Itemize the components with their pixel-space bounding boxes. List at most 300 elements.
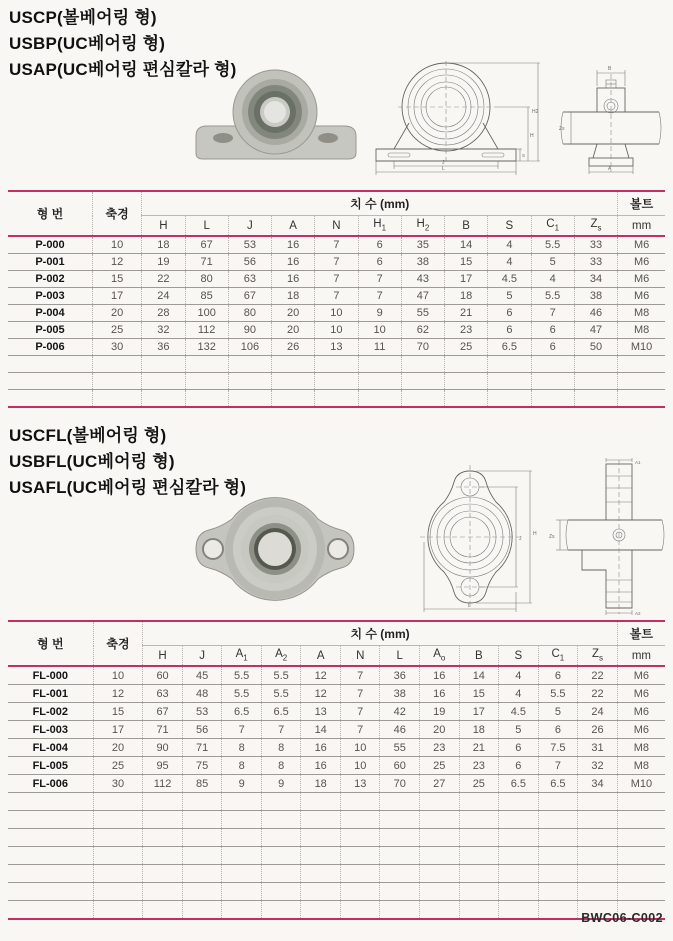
model-cell: FL-002 [32, 705, 69, 718]
empty-cell [459, 883, 499, 901]
value-cell: 4 [488, 254, 531, 271]
empty-cell [301, 883, 341, 901]
empty-cell [618, 356, 665, 373]
value-cell: 85 [185, 288, 228, 305]
value-cell: 25 [445, 339, 488, 356]
value-cell: 4 [499, 666, 539, 685]
model-cell: FL-000 [32, 669, 69, 682]
value-cell: 48 [182, 685, 222, 703]
value-cell: 6.5 [261, 703, 301, 721]
value-cell: 10 [315, 322, 358, 339]
value-cell: 36 [380, 666, 420, 685]
empty-cell [459, 865, 499, 883]
value-cell: 16 [301, 757, 341, 775]
empty-cell [499, 847, 539, 865]
value-cell: 13 [315, 339, 358, 356]
value-cell: 132 [185, 339, 228, 356]
empty-cell [538, 901, 578, 920]
value-cell: 18 [445, 288, 488, 305]
empty-cell [8, 829, 93, 847]
value-cell: 18 [272, 288, 315, 305]
value-cell: 26 [578, 721, 618, 739]
dim-label-a2: A2 [635, 611, 641, 616]
dim-header: $Z_s$ [574, 216, 617, 237]
empty-cell [93, 793, 143, 811]
empty-cell [301, 865, 341, 883]
empty-cell [301, 811, 341, 829]
empty-cell [143, 811, 183, 829]
dim-header: S [488, 216, 531, 237]
value-cell: 34 [578, 775, 618, 793]
dim-label-l: L [468, 603, 471, 609]
value-cell: 25 [459, 775, 499, 793]
table-row [8, 703, 665, 721]
value-cell: 6 [538, 721, 578, 739]
empty-cell [499, 829, 539, 847]
value-cell: 62 [401, 322, 444, 339]
value-cell: 21 [459, 739, 499, 757]
empty-cell [182, 901, 222, 920]
empty-cell [301, 829, 341, 847]
value-cell: 17 [93, 721, 143, 739]
empty-cell [401, 356, 444, 373]
empty-cell [358, 390, 401, 408]
value-cell: 5.5 [261, 666, 301, 685]
value-cell: 8 [261, 739, 301, 757]
value-cell: 12 [93, 685, 143, 703]
product-title: USAP(UC베어링 편심칼라 형) [9, 60, 237, 79]
value-cell: 6 [531, 339, 574, 356]
dim-header: $A_2$ [261, 646, 301, 667]
empty-cell [272, 373, 315, 390]
empty-cell [538, 865, 578, 883]
value-cell: 25 [420, 757, 460, 775]
value-cell: M10 [617, 775, 665, 793]
dim-header: S [499, 646, 539, 667]
value-cell: 5 [538, 703, 578, 721]
empty-cell [420, 847, 460, 865]
empty-cell [459, 829, 499, 847]
value-cell: M6 [617, 703, 665, 721]
value-cell: 25 [93, 757, 143, 775]
empty-cell [92, 373, 141, 390]
value-cell: 47 [574, 322, 617, 339]
empty-cell [182, 793, 222, 811]
value-cell: 38 [380, 685, 420, 703]
value-cell: 47 [401, 288, 444, 305]
value-cell: 12 [301, 685, 341, 703]
empty-cell [182, 883, 222, 901]
dim-label-zs: Zs [559, 126, 565, 132]
empty-cell [531, 390, 574, 408]
value-cell: 11 [358, 339, 401, 356]
empty-cell [93, 811, 143, 829]
empty-cell [538, 883, 578, 901]
value-cell: 5 [499, 721, 539, 739]
empty-cell [143, 847, 183, 865]
table-row [8, 288, 665, 305]
empty-cell [228, 390, 271, 408]
value-cell: 5.5 [222, 666, 262, 685]
empty-cell [315, 356, 358, 373]
empty-cell [578, 811, 618, 829]
empty-row [8, 901, 665, 920]
bolt-column-header: 볼트 [618, 191, 665, 216]
value-cell: 60 [143, 666, 183, 685]
dim-header: J [228, 216, 271, 237]
empty-cell [143, 883, 183, 901]
dim-label-s: S [522, 153, 526, 158]
table-row [8, 271, 665, 288]
dim-header: $Z_s$ [578, 646, 618, 667]
value-cell: 5 [531, 254, 574, 271]
value-cell: 20 [93, 739, 143, 757]
empty-cell [499, 865, 539, 883]
value-cell: 10 [340, 757, 380, 775]
empty-cell [618, 390, 665, 408]
empty-cell [538, 829, 578, 847]
empty-cell [8, 356, 92, 373]
dim-header: $A_1$ [222, 646, 262, 667]
value-cell: 5.5 [538, 685, 578, 703]
value-cell: 70 [380, 775, 420, 793]
value-cell: 8 [261, 757, 301, 775]
value-cell: M6 [618, 271, 665, 288]
value-cell: 18 [142, 236, 185, 254]
empty-cell [228, 373, 271, 390]
dim-header: B [445, 216, 488, 237]
value-cell: 10 [340, 739, 380, 757]
value-cell: M8 [618, 305, 665, 322]
empty-row [8, 811, 665, 829]
empty-cell [617, 829, 665, 847]
empty-cell [538, 811, 578, 829]
value-cell: 6 [488, 322, 531, 339]
empty-row [8, 356, 665, 373]
value-cell: 15 [459, 685, 499, 703]
value-cell: 15 [92, 271, 141, 288]
empty-cell [578, 793, 618, 811]
empty-cell [445, 390, 488, 408]
value-cell: 6 [499, 739, 539, 757]
value-cell: 56 [182, 721, 222, 739]
value-cell: 5.5 [261, 685, 301, 703]
value-cell: 26 [272, 339, 315, 356]
value-cell: 14 [459, 666, 499, 685]
empty-cell [617, 883, 665, 901]
dim-label-l: L [442, 166, 445, 172]
value-cell: 23 [420, 739, 460, 757]
empty-cell [185, 356, 228, 373]
value-cell: 24 [142, 288, 185, 305]
bolt-unit-header: mm [618, 216, 665, 237]
model-column-header: 형 번 [36, 207, 64, 221]
value-cell: 46 [380, 721, 420, 739]
empty-cell [499, 883, 539, 901]
table-row [8, 236, 665, 254]
value-cell: 55 [401, 305, 444, 322]
value-cell: 30 [93, 775, 143, 793]
value-cell: 10 [315, 305, 358, 322]
value-cell: 7 [222, 721, 262, 739]
value-cell: 5.5 [531, 288, 574, 305]
value-cell: 22 [578, 685, 618, 703]
empty-cell [8, 811, 93, 829]
empty-cell [340, 829, 380, 847]
value-cell: 27 [420, 775, 460, 793]
empty-cell [8, 373, 92, 390]
dimensions-group-header: 치 수 (mm) [142, 191, 618, 216]
value-cell: 7 [340, 685, 380, 703]
empty-cell [143, 793, 183, 811]
empty-cell [574, 373, 617, 390]
document-code: BWC06-C002 [581, 911, 663, 925]
value-cell: 38 [401, 254, 444, 271]
empty-cell [488, 390, 531, 408]
value-cell: 106 [228, 339, 271, 356]
flange-side-drawing [548, 458, 670, 616]
table-header-row [8, 621, 665, 646]
value-cell: 16 [272, 271, 315, 288]
value-cell: M6 [618, 254, 665, 271]
empty-cell [222, 811, 262, 829]
empty-cell [93, 847, 143, 865]
value-cell: 22 [142, 271, 185, 288]
empty-cell [459, 847, 499, 865]
value-cell: 7 [261, 721, 301, 739]
value-cell: 9 [222, 775, 262, 793]
value-cell: 14 [301, 721, 341, 739]
empty-cell [222, 865, 262, 883]
empty-row [8, 373, 665, 390]
empty-cell [315, 373, 358, 390]
empty-row [8, 865, 665, 883]
value-cell: 4.5 [499, 703, 539, 721]
product-title: USCFL(볼베어링 형) [9, 426, 167, 445]
empty-cell [261, 883, 301, 901]
model-cell: P-000 [35, 239, 65, 251]
value-cell: 20 [92, 305, 141, 322]
product-title: USBP(UC베어링 형) [9, 34, 166, 53]
table-row [8, 666, 665, 685]
value-cell: 20 [272, 322, 315, 339]
empty-cell [143, 829, 183, 847]
dim-label-a1: A1 [635, 460, 641, 465]
empty-cell [617, 847, 665, 865]
empty-cell [578, 865, 618, 883]
empty-cell [488, 373, 531, 390]
value-cell: 53 [228, 236, 271, 254]
value-cell: 6.5 [499, 775, 539, 793]
value-cell: 35 [401, 236, 444, 254]
uscfl-dimension-table [8, 620, 665, 920]
value-cell: 23 [459, 757, 499, 775]
empty-cell [618, 373, 665, 390]
value-cell: 7 [358, 288, 401, 305]
value-cell: 90 [228, 322, 271, 339]
value-cell: 17 [445, 271, 488, 288]
pillow-side-drawing [557, 60, 667, 180]
value-cell: 5.5 [222, 685, 262, 703]
value-cell: 18 [301, 775, 341, 793]
value-cell: 31 [578, 739, 618, 757]
value-cell: 32 [578, 757, 618, 775]
shaft-column-header: 축경 [92, 191, 141, 236]
dim-header: N [340, 646, 380, 667]
model-cell: P-006 [35, 341, 65, 353]
value-cell: 4.5 [488, 271, 531, 288]
value-cell: 22 [578, 666, 618, 685]
empty-cell [222, 847, 262, 865]
empty-cell [261, 793, 301, 811]
model-cell: P-001 [35, 256, 65, 268]
value-cell: 16 [420, 666, 460, 685]
empty-cell [301, 847, 341, 865]
empty-cell [142, 356, 185, 373]
value-cell: 6 [358, 236, 401, 254]
table-row [8, 322, 665, 339]
empty-cell [401, 373, 444, 390]
dim-header: J [182, 646, 222, 667]
empty-cell [261, 901, 301, 920]
value-cell: 67 [143, 703, 183, 721]
model-cell: P-003 [35, 290, 65, 302]
value-cell: M6 [618, 288, 665, 305]
empty-cell [8, 865, 93, 883]
value-cell: 4 [531, 271, 574, 288]
empty-row [8, 883, 665, 901]
empty-cell [499, 793, 539, 811]
value-cell: 7 [315, 271, 358, 288]
empty-cell [499, 901, 539, 920]
dim-header: A [272, 216, 315, 237]
value-cell: M6 [618, 236, 665, 254]
value-cell: 100 [185, 305, 228, 322]
empty-cell [401, 390, 444, 408]
empty-cell [445, 356, 488, 373]
value-cell: 6.5 [222, 703, 262, 721]
empty-cell [182, 811, 222, 829]
value-cell: M6 [617, 685, 665, 703]
value-cell: 33 [574, 254, 617, 271]
empty-cell [222, 883, 262, 901]
dim-label-h: H [533, 531, 537, 537]
dimensions-group-header: 치 수 (mm) [143, 621, 618, 646]
model-cell: P-002 [35, 273, 65, 285]
value-cell: 16 [420, 685, 460, 703]
dim-label-h: H [530, 133, 534, 139]
value-cell: 70 [401, 339, 444, 356]
model-cell: FL-003 [32, 723, 69, 736]
dim-header: N [315, 216, 358, 237]
empty-row [8, 390, 665, 408]
value-cell: 4 [499, 685, 539, 703]
empty-cell [182, 865, 222, 883]
empty-cell [261, 811, 301, 829]
empty-cell [380, 793, 420, 811]
model-cell: FL-001 [32, 687, 69, 700]
empty-cell [142, 373, 185, 390]
value-cell: M10 [618, 339, 665, 356]
value-cell: 30 [92, 339, 141, 356]
table-row [8, 685, 665, 703]
uscp-dimension-table [8, 190, 665, 408]
empty-cell [93, 865, 143, 883]
empty-cell [574, 356, 617, 373]
value-cell: M8 [617, 757, 665, 775]
value-cell: 63 [143, 685, 183, 703]
dim-header: $C_1$ [531, 216, 574, 237]
value-cell: 32 [142, 322, 185, 339]
table-row [8, 721, 665, 739]
model-cell: P-005 [35, 324, 65, 336]
pillow-block-photo [193, 66, 358, 168]
empty-cell [538, 793, 578, 811]
table-row [8, 739, 665, 757]
value-cell: 46 [574, 305, 617, 322]
empty-cell [8, 793, 93, 811]
dim-label-j: J [442, 160, 445, 166]
model-column-header: 형 번 [37, 637, 64, 651]
dim-header: B [459, 646, 499, 667]
model-cell: FL-006 [32, 777, 69, 790]
value-cell: 33 [574, 236, 617, 254]
empty-cell [420, 883, 460, 901]
empty-cell [340, 883, 380, 901]
uscp-table-body [8, 236, 665, 407]
dim-header: L [380, 646, 420, 667]
flange-front-drawing [398, 462, 550, 614]
value-cell: 7.5 [538, 739, 578, 757]
dim-header: H [142, 216, 185, 237]
empty-cell [340, 901, 380, 920]
table-row [8, 339, 665, 356]
value-cell: 90 [143, 739, 183, 757]
empty-cell [574, 390, 617, 408]
value-cell: 6.5 [488, 339, 531, 356]
table-header-row [8, 191, 665, 216]
empty-cell [222, 793, 262, 811]
empty-cell [222, 829, 262, 847]
value-cell: 5 [488, 288, 531, 305]
value-cell: 71 [182, 739, 222, 757]
empty-cell [315, 390, 358, 408]
dim-header: $C_1$ [538, 646, 578, 667]
product-title: USAFL(UC베어링 편심칼라 형) [9, 478, 247, 497]
value-cell: 80 [228, 305, 271, 322]
empty-cell [272, 390, 315, 408]
dim-header: $A_o$ [420, 646, 460, 667]
value-cell: M6 [617, 721, 665, 739]
bolt-column-header: 볼트 [617, 621, 665, 646]
empty-cell [222, 901, 262, 920]
empty-cell [420, 793, 460, 811]
empty-cell [380, 829, 420, 847]
empty-cell [340, 865, 380, 883]
value-cell: 71 [185, 254, 228, 271]
value-cell: 20 [272, 305, 315, 322]
value-cell: 20 [420, 721, 460, 739]
value-cell: 14 [445, 236, 488, 254]
value-cell: 6 [531, 322, 574, 339]
empty-cell [143, 865, 183, 883]
value-cell: 67 [185, 236, 228, 254]
bolt-unit-header: mm [617, 646, 665, 667]
value-cell: 67 [228, 288, 271, 305]
value-cell: 19 [142, 254, 185, 271]
value-cell: 21 [445, 305, 488, 322]
value-cell: 112 [143, 775, 183, 793]
